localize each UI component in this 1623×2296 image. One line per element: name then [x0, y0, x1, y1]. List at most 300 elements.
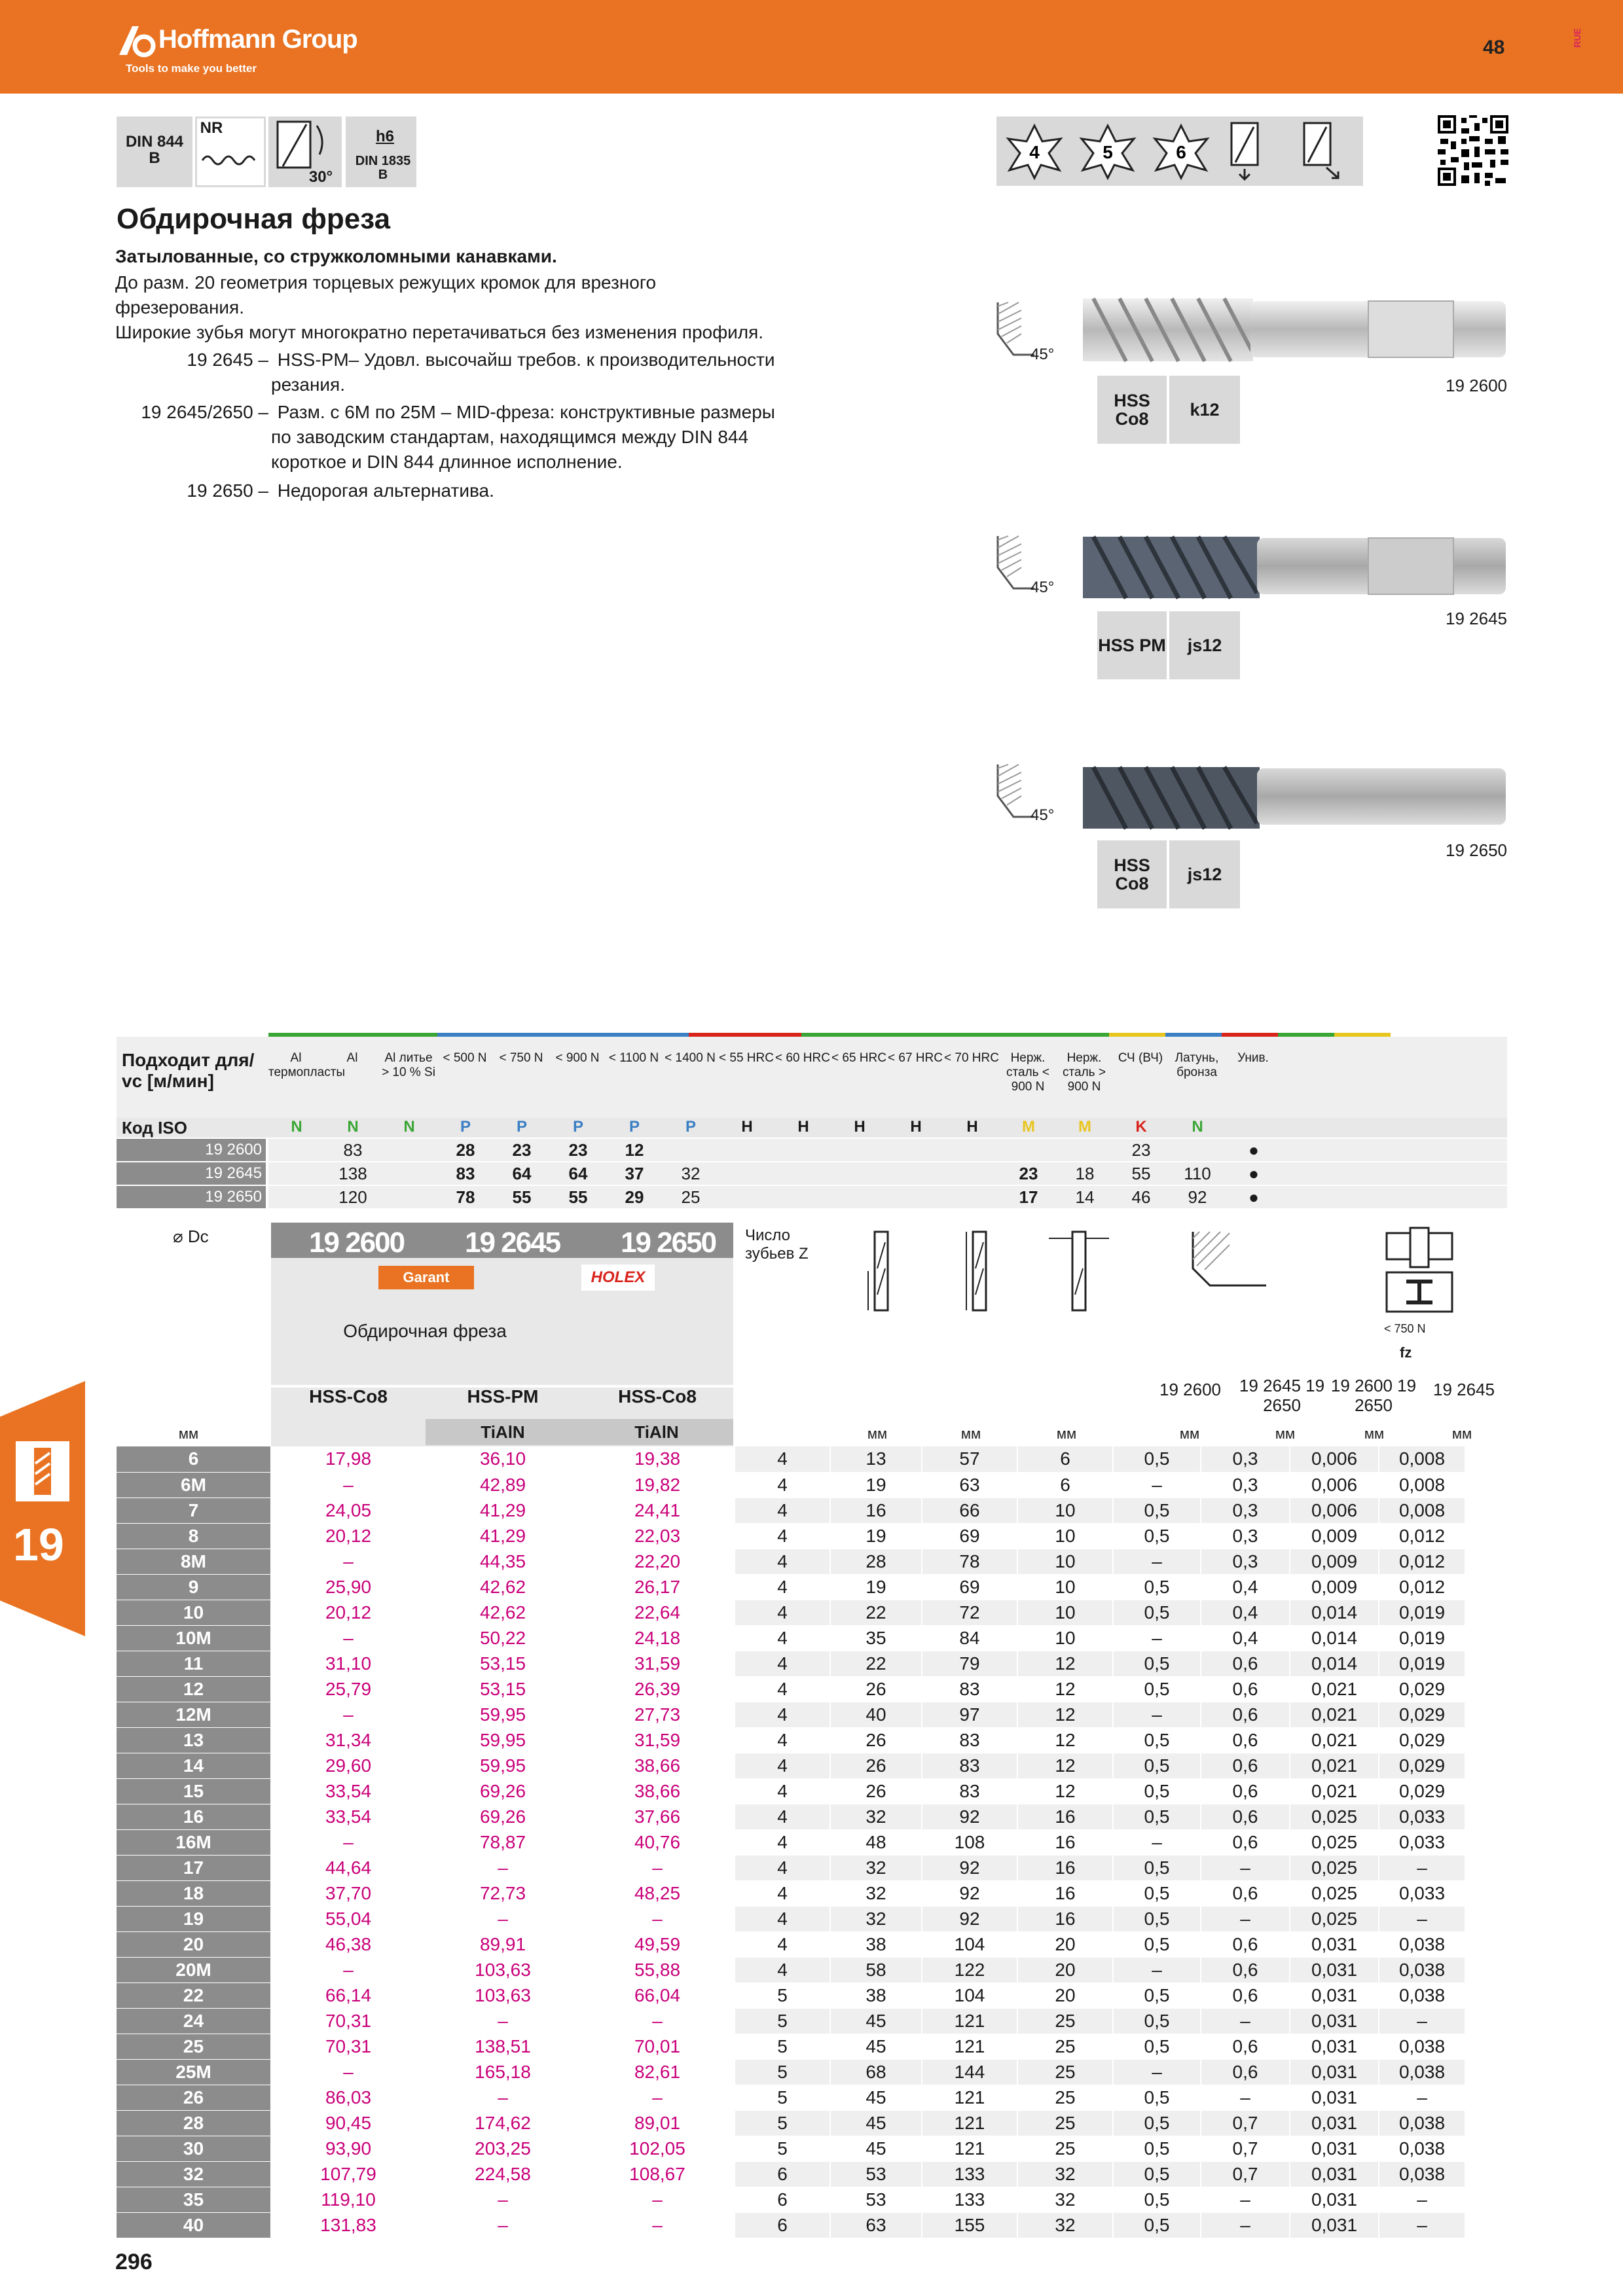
- price-cell[interactable]: 22,20: [580, 1549, 735, 1574]
- spec-cell: 20: [1017, 1931, 1113, 1957]
- spec-cell: 5: [735, 2008, 830, 2034]
- spec-cell: 32: [830, 1855, 922, 1880]
- price-cell[interactable]: 25,90: [271, 1574, 426, 1600]
- suitability-cell: 46: [1131, 1187, 1151, 1207]
- brand-name: Hoffmann Group: [158, 25, 357, 54]
- spec-cell: 69: [922, 1523, 1017, 1549]
- price-cell[interactable]: 41,29: [426, 1498, 580, 1523]
- suitability-row-code: 19 2645: [117, 1162, 266, 1185]
- spec-cell: 5: [735, 2034, 830, 2059]
- spec-cell: 16: [1017, 1829, 1113, 1855]
- table-row: [117, 1676, 1465, 1702]
- teeth-5-icon: [1075, 122, 1140, 181]
- iso-code: M: [1078, 1118, 1091, 1136]
- price-cell[interactable]: 37,70: [271, 1880, 426, 1906]
- price-cell[interactable]: 42,62: [426, 1574, 580, 1600]
- diameter-cell[interactable]: 12M: [117, 1702, 271, 1727]
- helix-icon: [274, 120, 337, 170]
- spec-cell: 45: [830, 2085, 922, 2110]
- price-cell[interactable]: 31,34: [271, 1727, 426, 1753]
- diameter-cell[interactable]: 16: [117, 1804, 271, 1829]
- spec-cell: 83: [922, 1778, 1017, 1804]
- spec-cell: 5: [735, 2136, 830, 2161]
- iso-code: N: [1192, 1118, 1203, 1136]
- suitability-cell: 92: [1188, 1187, 1207, 1207]
- spec-cell: 104: [922, 1982, 1017, 2008]
- price-cell[interactable]: 89,01: [580, 2110, 735, 2136]
- feed-per-tooth-icon: [1380, 1227, 1459, 1318]
- spec-cell: 0,031: [1290, 2034, 1379, 2059]
- price-cell[interactable]: 70,01: [580, 2034, 735, 2059]
- diameter-cell[interactable]: 8M: [117, 1549, 271, 1574]
- spec-cell: 53: [830, 2187, 922, 2212]
- suitability-column-header: Al термопласты: [268, 1051, 346, 1079]
- iso-code: H: [741, 1118, 753, 1136]
- spec-cell: 0,014: [1290, 1600, 1379, 1625]
- spec-cell: 20: [1017, 1957, 1113, 1982]
- spec-cell: 0,031: [1290, 2085, 1379, 2110]
- diameter-cell[interactable]: 9: [117, 1574, 271, 1600]
- price-cell[interactable]: 131,83: [271, 2212, 426, 2238]
- spec-cell: 12: [1017, 1651, 1113, 1676]
- price-cell: –: [426, 2187, 580, 2212]
- diameter-cell[interactable]: 32: [117, 2161, 271, 2187]
- price-cell[interactable]: 174,62: [426, 2110, 580, 2136]
- suitability-column-header: < 65 HRC: [831, 1051, 886, 1065]
- price-cell[interactable]: 46,38: [271, 1931, 426, 1957]
- spec-cell: 6: [735, 2212, 830, 2238]
- suitability-column-header: Al: [346, 1051, 358, 1065]
- price-cell[interactable]: 42,62: [426, 1600, 580, 1625]
- diameter-cell[interactable]: 10: [117, 1600, 271, 1625]
- spec-cell: 6: [1017, 1472, 1113, 1498]
- spec-cell: 0,5: [1113, 1855, 1201, 1880]
- spec-cell: 92: [922, 1804, 1017, 1829]
- price-cell[interactable]: 59,95: [426, 1727, 580, 1753]
- spec-cell: –: [1379, 1855, 1465, 1880]
- price-cell[interactable]: 69,26: [426, 1778, 580, 1804]
- qr-code-icon[interactable]: [1438, 115, 1508, 186]
- suitability-cell: 25: [681, 1187, 701, 1207]
- spec-cell: 0,038: [1379, 1982, 1465, 2008]
- price-cell[interactable]: 31,10: [271, 1651, 426, 1676]
- section-tab[interactable]: [0, 1381, 85, 1636]
- spec-cell: 4: [735, 1829, 830, 1855]
- spec-cell: 16: [1017, 1804, 1113, 1829]
- diameter-cell[interactable]: 30: [117, 2136, 271, 2161]
- price-cell[interactable]: 48,25: [580, 1880, 735, 1906]
- table-row: [117, 1829, 1465, 1855]
- spec-cell: 12: [1017, 1676, 1113, 1702]
- price-cell[interactable]: 38,66: [580, 1778, 735, 1804]
- price-cell[interactable]: 102,05: [580, 2136, 735, 2161]
- spec-cell: 16: [830, 1498, 922, 1523]
- spec-cell: 5: [735, 2059, 830, 2085]
- spec-cell: 0,012: [1379, 1574, 1465, 1600]
- price-cell[interactable]: 37,66: [580, 1804, 735, 1829]
- spec-cell: –: [1113, 2059, 1201, 2085]
- spec-cell: 0,025: [1290, 1880, 1379, 1906]
- spec-cell: 25: [1017, 2136, 1113, 2161]
- suitability-cell: 120: [338, 1187, 367, 1207]
- price-cell: –: [271, 1625, 426, 1651]
- table-row: [117, 2212, 1465, 2238]
- price-cell[interactable]: 107,79: [271, 2161, 426, 2187]
- suitability-cell: ●: [1249, 1164, 1259, 1183]
- spec-cell: 0,5: [1113, 1523, 1201, 1549]
- spec-cell: 32: [830, 1880, 922, 1906]
- spec-cell: 25: [1017, 2034, 1113, 2059]
- spec-cell: 4: [735, 1906, 830, 1931]
- spec-cell: 144: [922, 2059, 1017, 2085]
- price-cell: –: [426, 1855, 580, 1880]
- diameter-cell[interactable]: 35: [117, 2187, 271, 2212]
- suitability-cell: [831, 1186, 888, 1208]
- diameter-cell[interactable]: 18: [117, 1880, 271, 1906]
- price-cell[interactable]: 33,54: [271, 1804, 426, 1829]
- spec-cell: 68: [830, 2059, 922, 2085]
- diameter-cell[interactable]: 25: [117, 2034, 271, 2059]
- spec-cell: 0,031: [1290, 2212, 1379, 2238]
- spec-cell: 4: [735, 1855, 830, 1880]
- suitability-row-code: 19 2600: [117, 1139, 266, 1161]
- price-cell[interactable]: 53,15: [426, 1676, 580, 1702]
- suitability-cell: [719, 1139, 775, 1161]
- suitability-column-header: Унив.: [1237, 1051, 1269, 1065]
- spec-cell: 0,038: [1379, 2059, 1465, 2085]
- suitability-column-header: Al литье > 10 % Si: [382, 1051, 435, 1079]
- price-cell[interactable]: 29,60: [271, 1753, 426, 1778]
- table-row: [117, 1625, 1465, 1651]
- price-cell[interactable]: 20,12: [271, 1600, 426, 1625]
- product-19-2645[interactable]: 19 2645: [465, 1227, 560, 1259]
- spec-cell: 35: [830, 1625, 922, 1651]
- spec-cell: 121: [922, 2034, 1017, 2059]
- suitability-cell: 23: [1019, 1164, 1038, 1183]
- corner-chamfer-icon: [1190, 1229, 1269, 1288]
- price-cell[interactable]: 36,10: [426, 1446, 580, 1472]
- price-cell[interactable]: 69,26: [426, 1804, 580, 1829]
- table-row: [117, 2187, 1465, 2212]
- iso-code: N: [403, 1118, 415, 1136]
- table-row: [117, 1702, 1465, 1727]
- suitability-cell: 55: [512, 1187, 532, 1207]
- price-cell[interactable]: 40,76: [580, 1829, 735, 1855]
- spec-cell: 0,014: [1290, 1625, 1379, 1651]
- suitability-cell: ●: [1249, 1187, 1259, 1207]
- price-cell[interactable]: 19,82: [580, 1472, 735, 1498]
- spec-cell: 58: [830, 1957, 922, 1982]
- price-cell[interactable]: 203,25: [426, 2136, 580, 2161]
- price-cell[interactable]: 53,15: [426, 1651, 580, 1676]
- price-cell[interactable]: 27,73: [580, 1702, 735, 1727]
- price-cell[interactable]: 25,79: [271, 1676, 426, 1702]
- cutter-image-19-2600: [1080, 291, 1508, 367]
- price-cell: –: [426, 1906, 580, 1931]
- price-cell[interactable]: 66,14: [271, 1982, 426, 2008]
- fz-label: fz: [1400, 1344, 1412, 1361]
- iso-code: P: [629, 1118, 640, 1136]
- price-cell[interactable]: 26,39: [580, 1676, 735, 1702]
- spec-cell: 0,009: [1290, 1574, 1379, 1600]
- diameter-cell[interactable]: 8: [117, 1523, 271, 1549]
- price-cell[interactable]: 90,45: [271, 2110, 426, 2136]
- price-cell[interactable]: 24,18: [580, 1625, 735, 1651]
- language-tag: RUE: [1571, 28, 1582, 48]
- diameter-cell[interactable]: 25M: [117, 2059, 271, 2085]
- spec-cell: 48: [830, 1829, 922, 1855]
- price-cell[interactable]: 22,64: [580, 1600, 735, 1625]
- price-cell[interactable]: 50,22: [426, 1625, 580, 1651]
- spec-cell: 0,038: [1379, 1931, 1465, 1957]
- spec-cell: 10: [1017, 1523, 1113, 1549]
- diameter-cell[interactable]: 12: [117, 1676, 271, 1702]
- price-cell[interactable]: 22,03: [580, 1523, 735, 1549]
- diameter-cell[interactable]: 6M: [117, 1472, 271, 1498]
- spec-cell: 72: [922, 1600, 1017, 1625]
- spec-cell: 5: [735, 1982, 830, 2008]
- spec-cell: 26: [830, 1778, 922, 1804]
- spec-cell: 0,014: [1290, 1651, 1379, 1676]
- spec-cell: –: [1201, 1855, 1290, 1880]
- price-cell[interactable]: 33,54: [271, 1778, 426, 1804]
- price-cell[interactable]: 103,63: [426, 1957, 580, 1982]
- product-19-2650[interactable]: 19 2650: [621, 1227, 716, 1259]
- spec-cell: 0,031: [1290, 2187, 1379, 2212]
- spec-cell: 32: [1017, 2161, 1113, 2187]
- iso-code: P: [460, 1118, 471, 1136]
- price-cell[interactable]: 26,17: [580, 1574, 735, 1600]
- table-row: [117, 1855, 1465, 1880]
- diameter-cell[interactable]: 17: [117, 1855, 271, 1880]
- suitability-column-header: Нерж. сталь < 900 N: [1006, 1051, 1049, 1094]
- price-cell[interactable]: 55,88: [580, 1957, 735, 1982]
- price-cell[interactable]: 19,38: [580, 1446, 735, 1472]
- spec-cell: 32: [1017, 2187, 1113, 2212]
- milling-cutter-section-icon: [12, 1437, 73, 1505]
- spec-cell: 0,3: [1201, 1446, 1290, 1472]
- iso-code: P: [572, 1118, 583, 1136]
- suitability-cell: [663, 1139, 719, 1161]
- price-cell[interactable]: 108,67: [580, 2161, 735, 2187]
- suitability-cell: [831, 1162, 888, 1185]
- suitability-cell: 83: [456, 1164, 475, 1183]
- price-cell[interactable]: 72,73: [426, 1880, 580, 1906]
- table-row: [117, 1472, 1465, 1498]
- price-cell[interactable]: 17,98: [271, 1446, 426, 1472]
- suitability-cell: 110: [1184, 1164, 1211, 1183]
- price-cell[interactable]: 89,91: [426, 1931, 580, 1957]
- price-cell[interactable]: 44,64: [271, 1855, 426, 1880]
- teeth-6-icon: [1148, 122, 1214, 181]
- spec-cell: 0,6: [1201, 1931, 1290, 1957]
- product-19-2600[interactable]: 19 2600: [309, 1227, 405, 1259]
- iso-code: M: [1022, 1118, 1035, 1136]
- price-cell[interactable]: 165,18: [426, 2059, 580, 2085]
- diameter-cell[interactable]: 20M: [117, 1957, 271, 1982]
- spec-cell: –: [1113, 1549, 1201, 1574]
- diameter-cell[interactable]: 13: [117, 1727, 271, 1753]
- suitability-column-header: < 1400 N: [665, 1051, 716, 1065]
- price-cell: –: [426, 2008, 580, 2034]
- diameter-cell[interactable]: 19: [117, 1906, 271, 1931]
- spec-cell: 0,031: [1290, 2008, 1379, 2034]
- price-cell: –: [271, 2059, 426, 2085]
- price-cell[interactable]: 38,66: [580, 1753, 735, 1778]
- spec-cell: 4: [735, 1931, 830, 1957]
- diameter-cell[interactable]: 15: [117, 1778, 271, 1804]
- price-cell[interactable]: 70,31: [271, 2034, 426, 2059]
- ramp-milling-icon: [1295, 120, 1360, 182]
- price-cell[interactable]: 41,29: [426, 1523, 580, 1549]
- iso-code: N: [347, 1118, 359, 1136]
- spec-cell: 0,5: [1113, 2161, 1201, 2187]
- iso-row: Код ISO: [117, 1118, 1507, 1138]
- spec-cell: 5: [735, 2085, 830, 2110]
- diameter-cell[interactable]: 7: [117, 1498, 271, 1523]
- price-cell[interactable]: 44,35: [426, 1549, 580, 1574]
- material-hss-pm: HSS PM: [1097, 611, 1167, 679]
- price-cell[interactable]: 31,59: [580, 1727, 735, 1753]
- spec-cell: 0,008: [1379, 1498, 1465, 1523]
- table-row: [117, 1982, 1465, 2008]
- spec-cell: 4: [735, 1600, 830, 1625]
- spec-cell: 0,031: [1290, 1957, 1379, 1982]
- suitability-label: Подходит для/ vc [м/мин]: [122, 1050, 255, 1091]
- price-cell[interactable]: 59,95: [426, 1702, 580, 1727]
- spec-cell: 12: [1017, 1727, 1113, 1753]
- tooth-count-symbols: [996, 117, 1363, 186]
- spec-cell: 6: [1017, 1446, 1113, 1472]
- diameter-cell[interactable]: 40: [117, 2212, 271, 2238]
- spec-cell: 0,5: [1113, 1651, 1201, 1676]
- diameter-cell[interactable]: 20: [117, 1931, 271, 1957]
- spec-cell: 40: [830, 1702, 922, 1727]
- table-row: [117, 1574, 1465, 1600]
- spec-cell: 4: [735, 1523, 830, 1549]
- spec-cell: –: [1379, 2008, 1465, 2034]
- diameter-cell[interactable]: 14: [117, 1753, 271, 1778]
- garant-logo: Garant: [378, 1266, 474, 1289]
- wave-icon: [201, 150, 261, 170]
- spec-cell: 5: [735, 2110, 830, 2136]
- spec-cell: 0,038: [1379, 2034, 1465, 2059]
- price-cell[interactable]: 224,58: [426, 2161, 580, 2187]
- spec-cell: 0,5: [1113, 1753, 1201, 1778]
- spec-cell: 4: [735, 1702, 830, 1727]
- price-cell[interactable]: 24,05: [271, 1498, 426, 1523]
- diameter-cell[interactable]: 6: [117, 1446, 271, 1472]
- diameter-cell[interactable]: 16M: [117, 1829, 271, 1855]
- iso-code: H: [910, 1118, 922, 1136]
- spec-cell: 4: [735, 1574, 830, 1600]
- spec-cell: 0,7: [1201, 2161, 1290, 2187]
- diameter-cell[interactable]: 26: [117, 2085, 271, 2110]
- suitability-cell: 138: [338, 1164, 367, 1183]
- price-cell[interactable]: 78,87: [426, 1829, 580, 1855]
- price-cell[interactable]: 24,41: [580, 1498, 735, 1523]
- table-row: [117, 2034, 1465, 2059]
- spec-cell: 83: [922, 1727, 1017, 1753]
- diameter-cell[interactable]: 11: [117, 1651, 271, 1676]
- table-row: [117, 1906, 1465, 1931]
- spec-cell: 0,5: [1113, 1498, 1201, 1523]
- diameter-cell[interactable]: 24: [117, 2008, 271, 2034]
- price-cell[interactable]: 31,59: [580, 1651, 735, 1676]
- diameter-cell[interactable]: 28: [117, 2110, 271, 2136]
- spec-cell: 0,025: [1290, 1804, 1379, 1829]
- suitability-cell: 55: [568, 1187, 588, 1207]
- price-cell: –: [580, 2085, 735, 2110]
- diameter-cell[interactable]: 10M: [117, 1625, 271, 1651]
- suitability-cell: [719, 1186, 775, 1208]
- suitability-cell: 14: [1075, 1187, 1095, 1207]
- price-cell[interactable]: 103,63: [426, 1982, 580, 2008]
- price-cell[interactable]: 119,10: [271, 2187, 426, 2212]
- shank-symbol: h6 DIN 1835 B: [346, 117, 416, 187]
- spec-cell: 4: [735, 1804, 830, 1829]
- note-19-2650: 19 2650 – Недорогая альтернатива.: [187, 480, 494, 501]
- spec-cell: 0,5: [1113, 2136, 1201, 2161]
- spec-cell: 10: [1017, 1625, 1113, 1651]
- spec-cell: 0,6: [1201, 1702, 1290, 1727]
- table-row: [117, 2136, 1465, 2161]
- price-cell[interactable]: 49,59: [580, 1931, 735, 1957]
- price-cell[interactable]: 86,03: [271, 2085, 426, 2110]
- spec-cell: 0,019: [1379, 1625, 1465, 1651]
- spec-cell: 0,6: [1201, 2034, 1290, 2059]
- spec-cell: 6: [735, 2187, 830, 2212]
- spec-cell: –: [1113, 1957, 1201, 1982]
- spec-cell: 0,6: [1201, 1982, 1290, 2008]
- price-cell[interactable]: 138,51: [426, 2034, 580, 2059]
- cutter-code: 19 2600: [1446, 376, 1507, 395]
- price-cell[interactable]: 66,04: [580, 1982, 735, 2008]
- table-row: [117, 1931, 1465, 1957]
- material-hss-co8: HSS Co8: [1097, 376, 1167, 444]
- price-cell[interactable]: 70,31: [271, 2008, 426, 2034]
- spec-cell: 92: [922, 1880, 1017, 1906]
- suitability-cell: 23: [1131, 1140, 1151, 1160]
- diameter-cell[interactable]: 22: [117, 1982, 271, 2008]
- spec-cell: 0,038: [1379, 2136, 1465, 2161]
- price-cell[interactable]: 59,95: [426, 1753, 580, 1778]
- price-cell: –: [271, 1549, 426, 1574]
- description-line-1: Затылованные, со стружколомными канавками.: [115, 246, 557, 266]
- spec-cell: 0,5: [1113, 1600, 1201, 1625]
- price-cell[interactable]: 93,90: [271, 2136, 426, 2161]
- suitability-column-header: < 55 HRC: [719, 1051, 774, 1065]
- spec-cell: 10: [1017, 1549, 1113, 1574]
- price-cell[interactable]: 82,61: [580, 2059, 735, 2085]
- svg-text:5: 5: [1103, 142, 1113, 162]
- spec-cell: 0,009: [1290, 1549, 1379, 1574]
- spec-cell: 0,7: [1201, 2136, 1290, 2161]
- price-cell[interactable]: 42,89: [426, 1472, 580, 1498]
- spec-cell: 0,6: [1201, 1804, 1290, 1829]
- spec-cell: 121: [922, 2008, 1017, 2034]
- price-cell[interactable]: 20,12: [271, 1523, 426, 1549]
- hoffmann-logo-icon: [118, 24, 157, 58]
- spec-cell: 13: [830, 1446, 922, 1472]
- spec-cell: 122: [922, 1957, 1017, 1982]
- price-cell[interactable]: 55,04: [271, 1906, 426, 1931]
- spec-cell: 0,5: [1113, 1906, 1201, 1931]
- table-row: [117, 2059, 1465, 2085]
- spec-cell: 0,4: [1201, 1600, 1290, 1625]
- spec-cell: 108: [922, 1829, 1017, 1855]
- suitability-cell: [831, 1139, 888, 1161]
